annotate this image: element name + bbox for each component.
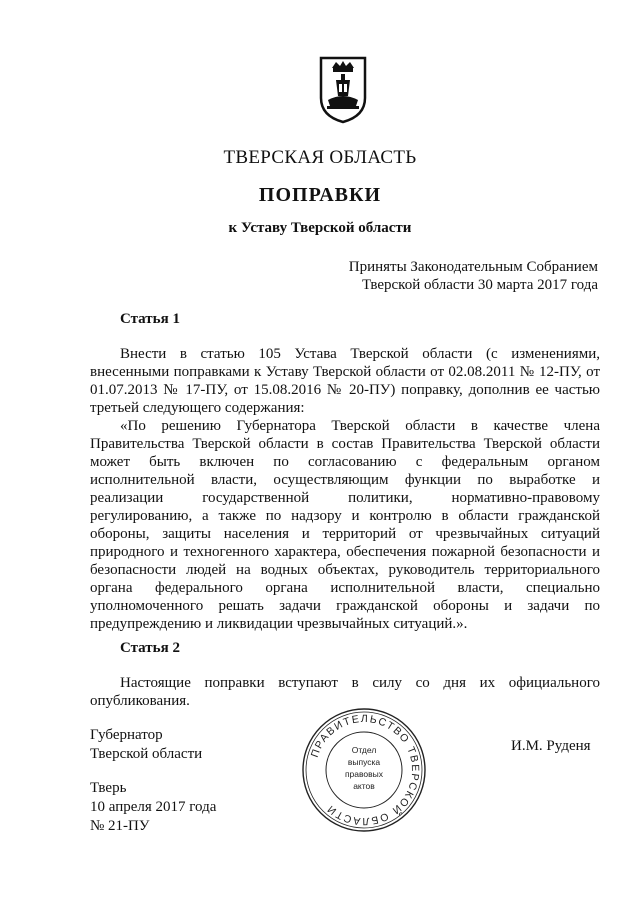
signatory-name: И.М. Руденя xyxy=(511,738,591,754)
stamp-line-2: выпуска xyxy=(347,757,381,767)
article-1-heading: Статья 1 xyxy=(120,311,180,327)
article-1-paragraph-1: Внести в статью 105 Устава Тверской области (с изменениями, внесенными поправками к Уставу Тверской области от 02.08.2011 № 12-ПУ, от 01.07.2013 № 17-ПУ, от 15.08.2016 № 20-ПУ) поправку, дополнив ее частью третьей следующего содержания: xyxy=(90,346,600,416)
official-stamp xyxy=(300,706,428,834)
article-2-heading: Статья 2 xyxy=(120,640,180,656)
adoption-note xyxy=(349,258,598,294)
signatory-position xyxy=(90,726,202,764)
region-title: ТВЕРСКАЯ ОБЛАСТЬ xyxy=(223,147,417,168)
document-subtitle: к Уставу Тверской области xyxy=(228,220,412,236)
city: Тверь xyxy=(90,780,127,796)
article-1-paragraph-2: «По решению Губернатора Тверской области в качестве члена Правительства Тверской области в состав Правительства Тверской области может быть включен по согласованию с федеральным органом исполнительной власти, осуществляющим функции по выработке и реализации государственной политики, нормативно-правовому регулированию, а также по надзору и контролю в области гражданской обороны, защиты населения и территорий от чрезвычайных ситуаций природного и техногенного характера, обеспечения пожарной безопасности и безопасности людей на водных объектах, руководитель территориального органа федерального органа исполнительной власти, специально уполномоченного решать задачи гражданской обороны и задачи по предупреждению и ликвидации чрезвычайных ситуаций.». xyxy=(90,418,600,632)
stamp-line-1: Отдел xyxy=(351,745,377,755)
article-1-body xyxy=(90,345,600,633)
article-2-body xyxy=(90,674,600,710)
coat-of-arms-icon xyxy=(318,56,368,124)
stamp-line-4: актов xyxy=(353,781,375,791)
position-line-2: Тверской области xyxy=(90,746,203,762)
article-2-paragraph-1: Настоящие поправки вступают в силу со дня их официального опубликования. xyxy=(90,675,600,709)
place-and-date xyxy=(90,779,216,836)
date: 10 апреля 2017 года xyxy=(90,799,217,815)
stamp-ring-text: ПРАВИТЕЛЬСТВО ТВЕРСКОЙ ОБЛАСТИ xyxy=(308,712,422,828)
position-line-1: Губернатор xyxy=(90,727,163,743)
document-title: ПОПРАВКИ xyxy=(258,184,382,206)
adoption-line-1: Приняты Законодательным Собранием xyxy=(348,259,598,275)
stamp-line-3: правовых xyxy=(344,769,384,779)
document-number: № 21-ПУ xyxy=(90,818,150,834)
adoption-line-2: Тверской области 30 марта 2017 года xyxy=(361,277,598,293)
